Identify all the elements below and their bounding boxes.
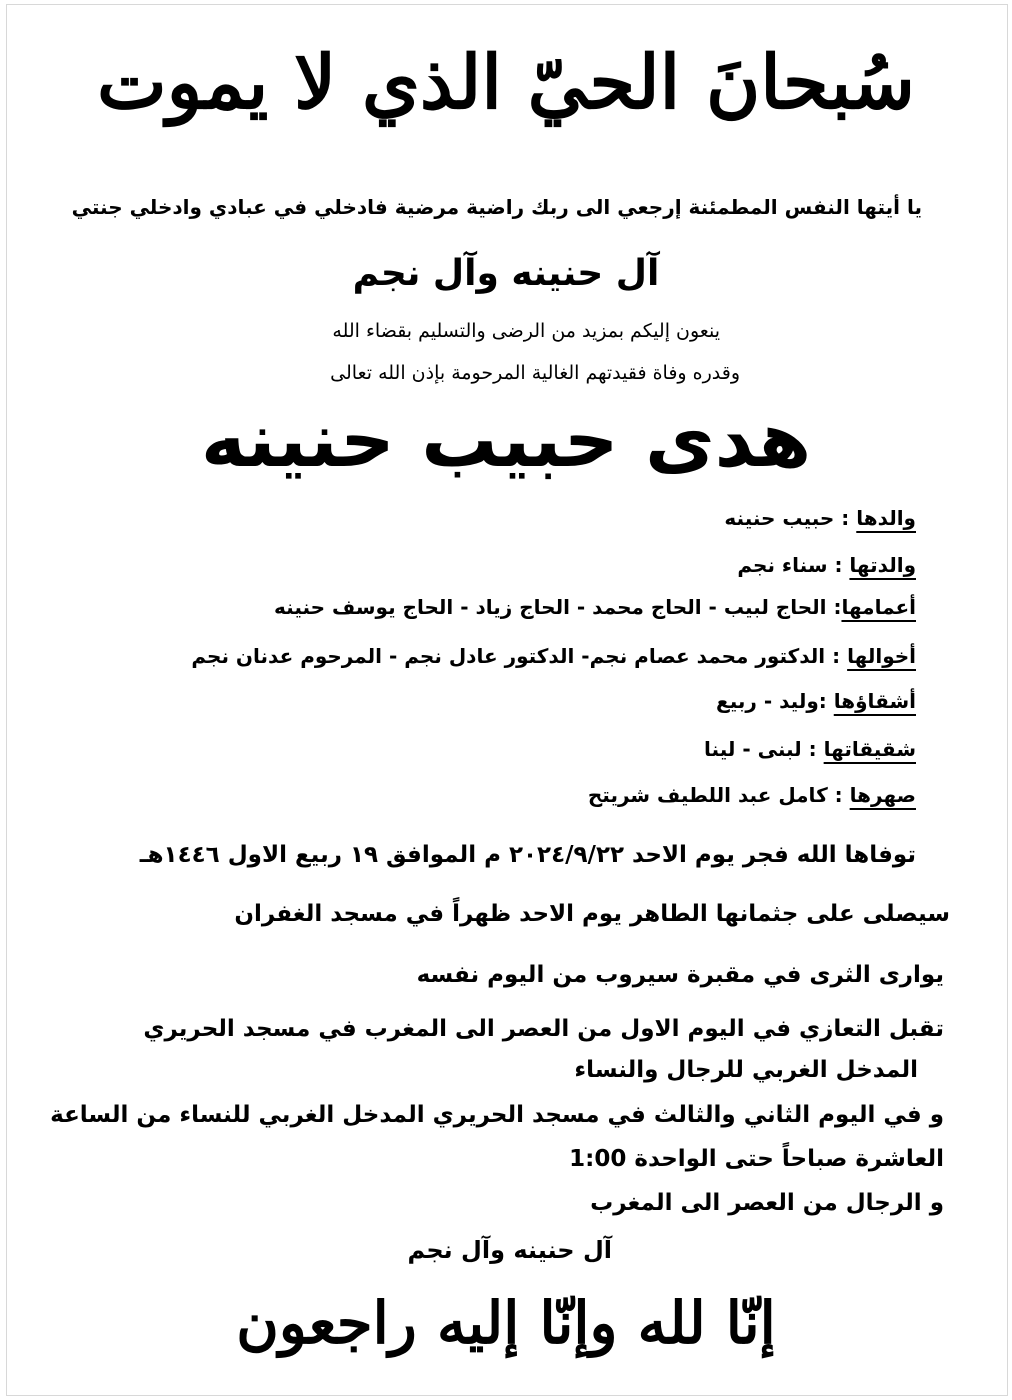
relative-paternal-uncles (274, 591, 916, 623)
footer-calligraphy: إنّا لله وإنّا إليه راجعون (236, 1289, 776, 1357)
relative-value: الحاج لبيب - الحاج محمد - الحاج زياد - الحاج يوسف حنينه (274, 595, 827, 619)
second-third-day-line-2: العاشرة صباحاً حتى الواحدة 1:00 (569, 1146, 944, 1172)
burial-line: يوارى الثرى في مقبرة سيروب من اليوم نفسه (416, 962, 944, 988)
relative-label: صهرها (849, 783, 916, 807)
announcement-line-2: وقدره وفاة فقيدتهم الغالية المرحومة بإذن الله تعالى (330, 362, 740, 384)
relative-brothers (716, 685, 916, 717)
relative-label: والدها (856, 506, 916, 530)
relative-label: أعمامها (841, 595, 916, 619)
relative-value: لبنى - لينا (704, 737, 802, 761)
quran-verse: يا أيتها النفس المطمئنة إرجعي الى ربك راضية مرضية فادخلي في عبادي وادخلي جنتي (71, 195, 922, 219)
second-third-day-line-1: و في اليوم الثاني والثالث في مسجد الحريري المدخل الغربي للنساء من الساعة (50, 1102, 944, 1128)
relative-separator: : (827, 783, 850, 807)
relative-separator: : (825, 644, 848, 668)
relative-value: سناء نجم (737, 553, 828, 577)
relative-label: والدتها (849, 553, 916, 577)
relative-sisters (704, 733, 916, 765)
condolence-line-2: المدخل الغربي للرجال والنساء (574, 1057, 918, 1083)
relative-separator: : (834, 506, 857, 530)
relative-separator: : (801, 737, 824, 761)
condolence-line-1: تقبل التعازي في اليوم الاول من العصر الى المغرب في مسجد الحريري (143, 1016, 944, 1042)
relative-maternal-uncles (191, 640, 916, 672)
relative-father (724, 502, 916, 534)
relative-mother (737, 549, 916, 581)
relative-label: أشقاؤها (833, 689, 916, 713)
relative-value: وليد - ربيع (716, 689, 819, 713)
families-title: آل حنينه وآل نجم (352, 253, 660, 294)
relative-brother-in-law (588, 779, 916, 811)
men-condolence-line: و الرجال من العصر الى المغرب (590, 1190, 944, 1216)
relative-separator: : (827, 553, 850, 577)
closing-families: آل حنينه وآل نجم (407, 1236, 612, 1264)
relative-separator: : (818, 689, 834, 713)
relative-label: شقيقاتها (823, 737, 916, 761)
death-date-line: توفاها الله فجر يوم الاحد ٢٠٢٤/٩/٢٢ م الموافق ١٩ ربيع الاول ١٤٤٦هـ (139, 842, 916, 868)
funeral-prayer-line: سيصلى على جثمانها الطاهر يوم الاحد ظهراً في مسجد الغفران (234, 901, 950, 927)
header-calligraphy: سُبحانَ الحيّ الذي لا يموت (97, 40, 915, 126)
relative-value: حبيب حنينه (724, 506, 835, 530)
announcement-line-1: ينعون إليكم بمزيد من الرضى والتسليم بقضاء الله (332, 320, 720, 342)
deceased-name: هدى حبيب حنينه (200, 395, 812, 484)
relative-value: الدكتور محمد عصام نجم- الدكتور عادل نجم - المرحوم عدنان نجم (191, 644, 826, 668)
relative-label: أخوالها (847, 644, 916, 668)
relative-value: كامل عبد اللطيف شريتح (587, 783, 828, 807)
relative-separator: : (826, 595, 842, 619)
